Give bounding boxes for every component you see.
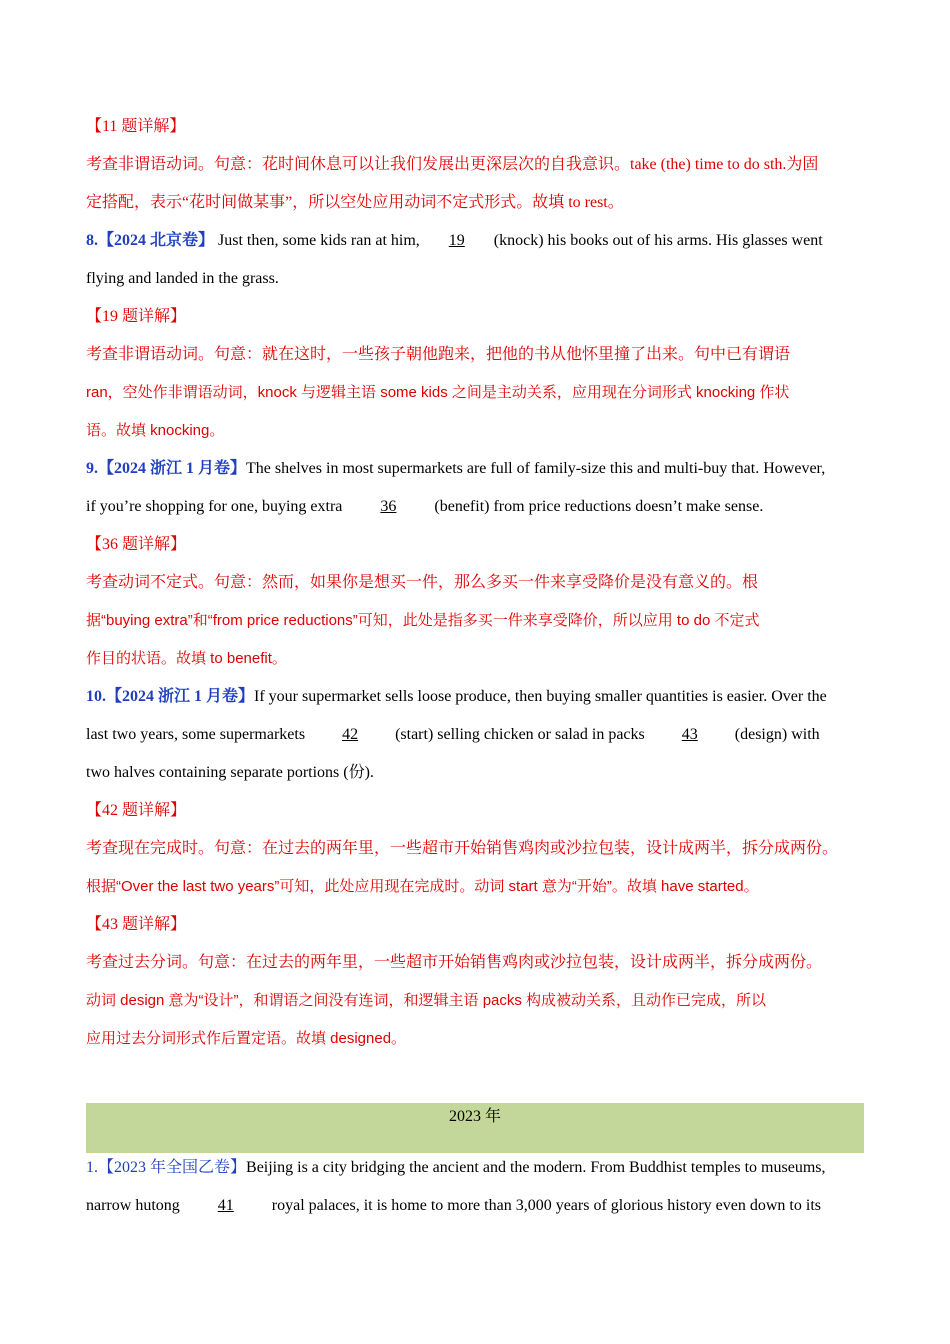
question-source: 【2023 年全国乙卷】 xyxy=(98,1159,247,1176)
explanation-19-line-2: ran，空处作非谓语动词，knock 与逻辑主语 some kids 之间是主动关系，应用现在分词形式 knocking 作状 xyxy=(86,384,790,401)
question-text: If your supermarket sells loose produce, then buying smaller quantities is easier. Over the xyxy=(254,688,827,705)
question-text: narrow hutong xyxy=(86,1197,184,1214)
question-source: 【2024 浙江 1 月卷】 xyxy=(98,460,247,477)
question-10-line-3: two halves containing separate portions (份). xyxy=(86,764,374,781)
question-text: (design) with xyxy=(730,726,820,743)
explanation-42-line-1: 考查现在完成时。句意：在过去的两年里，一些超市开始销售鸡肉或沙拉包装，设计成两半，拆分成两份。 xyxy=(86,840,839,857)
answer-blank-43: 43 xyxy=(681,726,698,743)
question-text: Beijing is a city bridging the ancient and the modern. From Buddhist temples to museums, xyxy=(246,1159,826,1176)
question-text: (start) selling chicken or salad in packs xyxy=(391,726,649,743)
explanation-36-line-1: 考查动词不定式。句意：然而，如果你是想买一件，那么多买一件来享受降价是没有意义的。根 xyxy=(86,574,759,591)
explanation-42-line-2: 根据“Over the last two years”可知，此处应用现在完成时。动词 start 意为“开始”。故填 have started。 xyxy=(86,878,759,895)
question-8-line-2: flying and landed in the grass. xyxy=(86,270,279,287)
question-9-line-2 xyxy=(86,488,864,526)
explanation-11-line-1 xyxy=(86,146,864,184)
explanation-heading-43: 【43 题详解】 xyxy=(86,916,187,933)
explanation-heading-42: 【42 题详解】 xyxy=(86,802,187,819)
answer-blank-42: 42 xyxy=(342,726,359,743)
question-number: 1. xyxy=(86,1159,98,1176)
question-2023-1-line-2 xyxy=(86,1187,876,1225)
answer-blank-19: 19 xyxy=(448,232,465,249)
question-source: 【2024 浙江 1 月卷】 xyxy=(106,688,255,705)
question-text: Just then, some kids ran at him, xyxy=(214,232,424,249)
question-text: royal palaces, it is home to more than 3,000 years of glorious history even down to its xyxy=(267,1197,821,1214)
question-2023-1 xyxy=(86,1149,876,1225)
question-text: if you’re shopping for one, buying extra xyxy=(86,498,347,515)
question-8-line-1 xyxy=(86,222,864,260)
explanation-text: 考查非谓语动词。句意：花时间休息可以让我们发展出更深层次的自我意识。take (the) time to do sth.为固 xyxy=(86,156,819,173)
explanation-36-line-3: 作目的状语。故填 to benefit。 xyxy=(86,650,287,667)
explanation-36-line-2: 据“buying extra”和“from price reductions”可知，此处是指多买一件来享受降价，所以应用 to do 不定式 xyxy=(86,612,760,629)
question-text: (knock) his books out of his arms. His glasses went xyxy=(489,232,823,249)
answer-blank-41: 41 xyxy=(217,1197,234,1214)
question-10-line-2 xyxy=(86,716,864,754)
question-number: 9. xyxy=(86,460,98,477)
year-section-label: 2023 年 xyxy=(448,1108,501,1125)
year-section-band xyxy=(86,1103,864,1153)
explanation-heading-36: 【36 题详解】 xyxy=(86,536,187,553)
question-10-line-1 xyxy=(86,678,864,716)
explanation-11-line-2 xyxy=(86,184,864,222)
question-number: 10. xyxy=(86,688,106,705)
explanation-heading-19: 【19 题详解】 xyxy=(86,308,187,325)
question-9-line-1 xyxy=(86,450,864,488)
question-text: (benefit) from price reductions doesn’t make sense. xyxy=(430,498,764,515)
explanation-43-line-3: 应用过去分词形式作后置定语。故填 designed。 xyxy=(86,1030,407,1047)
question-2023-1-line-1 xyxy=(86,1149,876,1187)
question-number: 8. xyxy=(86,232,98,249)
explanation-43-line-1: 考查过去分词。句意：在过去的两年里，一些超市开始销售鸡肉或沙拉包装，设计成两半，拆分成两份。 xyxy=(86,954,823,971)
explanation-heading-11: 【11 题详解】 xyxy=(86,118,186,135)
answer-explanations xyxy=(86,108,864,1058)
explanation-19-line-1: 考查非谓语动词。句意：就在这时，一些孩子朝他跑来，把他的书从他怀里撞了出来。句中已有谓语 xyxy=(86,346,791,363)
question-text: The shelves in most supermarkets are full of family-size this and multi-buy that. However, xyxy=(246,460,826,477)
question-text: last two years, some supermarkets xyxy=(86,726,310,743)
explanation-text: 定搭配，表示“花时间做某事”，所以空处应用动词不定式形式。故填 to rest。 xyxy=(86,194,624,211)
explanation-43-line-2: 动词 design 意为“设计”，和谓语之间没有连词，和逻辑主语 packs 构成被动关系，且动作已完成，所以 xyxy=(86,992,767,1009)
question-source: 【2024 北京卷】 xyxy=(98,232,215,249)
explanation-19-line-3: 语。故填 knocking。 xyxy=(86,422,225,439)
answer-blank-36: 36 xyxy=(380,498,397,515)
